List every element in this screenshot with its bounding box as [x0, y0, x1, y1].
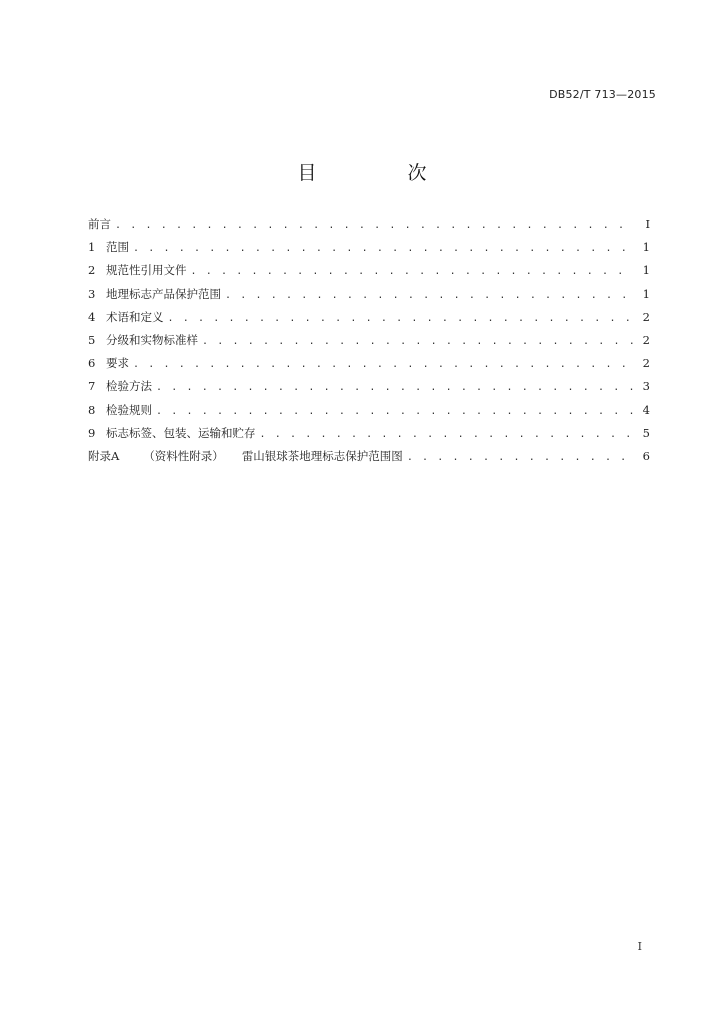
toc-item-page: I	[645, 217, 650, 231]
toc-leader-dots	[115, 220, 634, 231]
toc-leader-dots	[156, 406, 634, 417]
toc-item-number: 5	[88, 332, 96, 347]
toc-leader-dots	[225, 290, 634, 301]
toc-item-number: 6	[88, 356, 96, 371]
toc-leader-dots	[191, 266, 635, 277]
page-number: I	[637, 940, 642, 953]
toc-leader-dots	[202, 336, 634, 347]
toc-item-number: 2	[88, 263, 96, 278]
toc-item-number: 4	[88, 309, 96, 324]
toc-leader-dots	[133, 243, 634, 254]
toc-item-number: 附录A	[88, 448, 120, 463]
toc-item-7[interactable]	[88, 378, 650, 401]
page-title: 目 次	[297, 162, 463, 184]
toc-item-label: 范围	[106, 240, 129, 255]
toc-item-page: 2	[642, 332, 650, 347]
toc-item-1[interactable]	[88, 239, 650, 262]
toc-item-label: 术语和定义	[106, 309, 164, 324]
toc-item-page: 5	[642, 425, 650, 440]
toc-item-label: 要求	[106, 356, 129, 371]
toc-item-label: 规范性引用文件	[106, 263, 187, 278]
toc-item-page: 1	[642, 263, 650, 278]
toc-leader-dots	[407, 452, 634, 463]
toc-item-page: 4	[642, 402, 650, 417]
toc-item-label: 地理标志产品保护范围	[106, 286, 221, 301]
toc-item-label: 标志标签、包装、运输和贮存	[106, 425, 256, 440]
toc-item-page: 3	[642, 379, 650, 394]
toc-item-2[interactable]	[88, 262, 650, 285]
toc-item-label: 检验方法	[106, 379, 152, 394]
document-code: DB52/T 713—2015	[549, 88, 656, 101]
toc-leader-dots	[168, 313, 635, 324]
toc-leader-dots	[156, 382, 634, 393]
toc-item-9[interactable]	[88, 425, 650, 448]
toc-item-5[interactable]	[88, 332, 650, 355]
toc-item-number: 7	[88, 379, 96, 394]
toc-item-4[interactable]	[88, 309, 650, 332]
toc-item-number: 1	[88, 240, 96, 255]
toc-item-label: 检验规则	[106, 402, 152, 417]
toc-item-label: 分级和实物标准样	[106, 332, 198, 347]
toc-item-foreword[interactable]	[88, 216, 650, 239]
toc-item-8[interactable]	[88, 402, 650, 425]
toc-item-page: 1	[642, 286, 650, 301]
toc-item-6[interactable]	[88, 355, 650, 378]
toc-item-label: 前言	[88, 217, 111, 231]
toc-item-number: 8	[88, 402, 96, 417]
toc-item-page: 2	[642, 309, 650, 324]
toc-item-page: 6	[642, 448, 650, 463]
toc-item-number: 9	[88, 425, 96, 440]
toc-item-appendix-a[interactable]	[88, 448, 650, 471]
toc-leader-dots	[133, 359, 634, 370]
toc-leader-dots	[260, 429, 635, 440]
toc-item-number: 3	[88, 286, 96, 301]
toc-item-3[interactable]	[88, 286, 650, 309]
toc-item-label: （资料性附录）	[143, 448, 224, 463]
table-of-contents	[88, 216, 650, 471]
toc-item-page: 1	[642, 240, 650, 255]
toc-item-page: 2	[642, 356, 650, 371]
toc-item-sublabel: 雷山银球茶地理标志保护范围图	[241, 448, 403, 463]
